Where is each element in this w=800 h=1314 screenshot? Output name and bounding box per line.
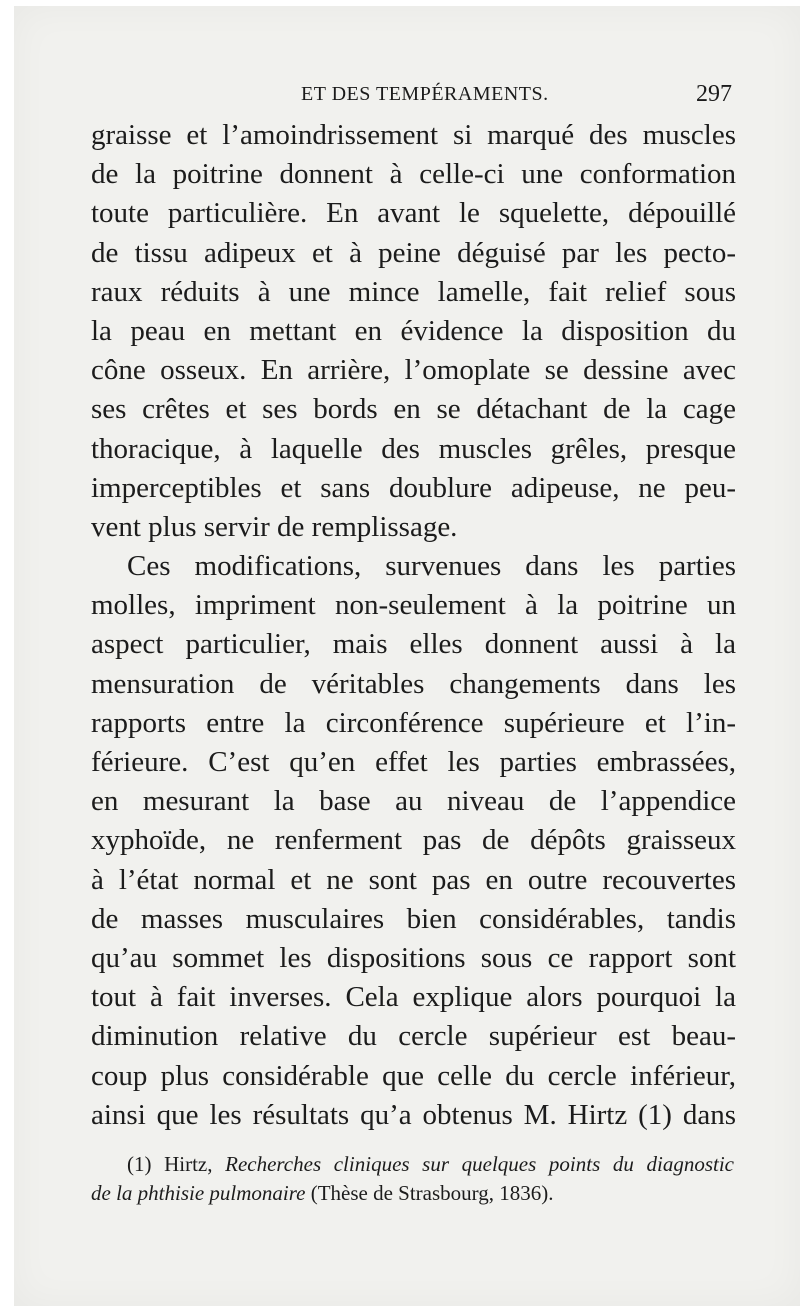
footnote-title: Recherches cliniques sur quelques points du diagnostic	[225, 1152, 734, 1176]
paragraph-2	[91, 547, 736, 1135]
text-line: aspect particulier, mais elles donnent aussi à la	[91, 628, 736, 661]
text-line: mensuration de véritables changements dans les	[91, 667, 736, 700]
page-number: 297	[696, 81, 732, 107]
text-line: molles, impriment non-seulement à la poitrine un	[91, 589, 736, 622]
body-text	[91, 116, 736, 1135]
footnote-marker: (1) Hirtz,	[127, 1152, 226, 1176]
text-line: à l’état normal et ne sont pas en outre recouvertes	[91, 863, 736, 896]
running-header	[14, 81, 800, 115]
text-line: coup plus considérable que celle du cercle inférieur,	[91, 1059, 736, 1092]
footnote-source: (Thèse de Strasbourg, 1836).	[305, 1181, 554, 1205]
paragraph-1	[91, 116, 736, 547]
text-line: la peau en mettant en évidence la disposition du	[91, 314, 736, 347]
text-line: toute particulière. En avant le squelette, dépouillé	[91, 197, 736, 230]
text-line: vent plus servir de remplissage.	[91, 510, 458, 543]
text-line: qu’au sommet les dispositions sous ce rapport sont	[91, 941, 736, 974]
text-line: cône osseux. En arrière, l’omoplate se dessine avec	[91, 354, 736, 387]
text-line: rapports entre la circonférence supérieure et l’in-	[91, 706, 736, 739]
text-line: diminution relative du cercle supérieur est beau-	[91, 1020, 736, 1053]
text-line: Ces modifications, survenues dans les parties	[127, 550, 736, 583]
footnote	[91, 1150, 736, 1208]
text-line: tout à fait inverses. Cela explique alors pourquoi la	[91, 981, 736, 1014]
text-line: xyphoïde, ne renferment pas de dépôts graisseux	[91, 824, 736, 857]
text-line: ses crêtes et ses bords en se détachant de la cage	[91, 393, 736, 426]
footnote-line	[91, 1150, 736, 1179]
text-line: de masses musculaires bien considérables, tandis	[91, 902, 736, 935]
text-line: en mesurant la base au niveau de l’appendice	[91, 785, 736, 818]
text-line: imperceptibles et sans doublure adipeuse, ne peu-	[91, 471, 736, 504]
text-line: raux réduits à une mince lamelle, fait relief sous	[91, 275, 736, 308]
footnote-line	[91, 1179, 736, 1208]
text-line: thoracique, à laquelle des muscles grêles, presque	[91, 432, 736, 465]
running-title: ET DES TEMPÉRAMENTS.	[301, 83, 549, 105]
text-line: graisse et l’amoindrissement si marqué des muscles	[91, 119, 736, 151]
text-line: férieure. C’est qu’en effet les parties embrassées,	[91, 746, 736, 778]
text-line: de tissu adipeux et à peine déguisé par les pecto-	[91, 236, 736, 269]
text-line: ainsi que les résultats qu’a obtenus M. Hirtz (1) dans	[91, 1098, 736, 1131]
text-line: de la poitrine donnent à celle-ci une conformation	[91, 158, 736, 191]
footnote-title-cont: de la phthisie pulmonaire	[91, 1181, 306, 1205]
